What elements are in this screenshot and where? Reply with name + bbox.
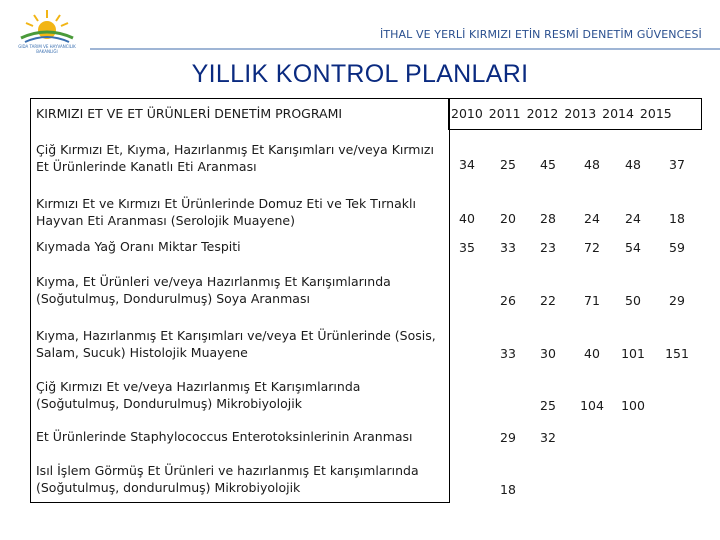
table-cell: 24 <box>625 211 641 226</box>
table-cell: 24 <box>584 211 600 226</box>
row-label <box>36 428 413 445</box>
table-cell: 33 <box>500 346 516 361</box>
row-label <box>36 273 391 307</box>
years-header: 2010 2011 2012 2013 2014 2015 <box>451 106 672 121</box>
page-title: YILLIK KONTROL PLANLARI <box>191 60 529 88</box>
program-label: KIRMIZI ET VE ET ÜRÜNLERİ DENETİM PROGRAMI <box>36 106 343 121</box>
table-cell: 30 <box>540 346 556 361</box>
table-cell: 101 <box>621 346 645 361</box>
table-cell: 25 <box>500 157 516 172</box>
table-cell: 72 <box>584 240 600 255</box>
logo-text-2: BAKANLIĞI <box>36 49 58 54</box>
table-cell: 18 <box>669 211 685 226</box>
row-label-line2: Hayvan Eti Aranması (Serolojik Muayene) <box>36 213 295 228</box>
table-cell: 50 <box>625 293 641 308</box>
table-cell: 40 <box>459 211 475 226</box>
table-cell: 48 <box>625 157 641 172</box>
table-cell: 33 <box>500 240 516 255</box>
table-cell: 100 <box>621 398 645 413</box>
table-cell: 40 <box>584 346 600 361</box>
row-label <box>36 462 419 496</box>
row-label-line2: (Soğutulmuş, Dondurulmuş) Soya Aranması <box>36 291 310 306</box>
table-cell: 37 <box>669 157 685 172</box>
table-cell: 22 <box>540 293 556 308</box>
row-label-line1: Kıyma, Hazırlanmış Et Karışımları ve/veya Et Ürünlerinde (Sosis, <box>36 328 436 343</box>
header-title: İTHAL VE YERLİ KIRMIZI ETİN RESMİ DENETİM GÜVENCESİ <box>380 28 702 41</box>
table-cell: 45 <box>540 157 556 172</box>
table-cell: 25 <box>540 398 556 413</box>
table-cell: 34 <box>459 157 475 172</box>
table-cell: 35 <box>459 240 475 255</box>
table-cell: 29 <box>669 293 685 308</box>
table-cell: 29 <box>500 430 516 445</box>
row-label <box>36 141 434 175</box>
table-cell: 20 <box>500 211 516 226</box>
table-cell: 54 <box>625 240 641 255</box>
row-label-line1: Çiğ Kırmızı Et ve/veya Hazırlanmış Et Karışımlarında <box>36 379 361 394</box>
table-cell: 151 <box>665 346 689 361</box>
row-label <box>36 378 360 412</box>
row-label-line1: Isıl İşlem Görmüş Et Ürünleri ve hazırlanmış Et karışımlarında <box>36 463 419 478</box>
table-cell: 59 <box>669 240 685 255</box>
table-cell: 104 <box>580 398 604 413</box>
row-label-line2: (Soğutulmuş, Dondurulmuş) Mikrobiyolojik <box>36 396 302 411</box>
logo-text-1: GIDA TARIM VE HAYVANCILIK <box>18 44 76 49</box>
table-cell: 32 <box>540 430 556 445</box>
ministry-logo <box>4 6 90 62</box>
table-cell: 28 <box>540 211 556 226</box>
header-divider <box>90 48 720 50</box>
row-label-line2: Et Ürünlerinde Kanatlı Eti Aranması <box>36 159 257 174</box>
row-label-line2: Salam, Sucuk) Histolojik Muayene <box>36 345 248 360</box>
row-label-line1: Kıymada Yağ Oranı Miktar Tespiti <box>36 239 241 254</box>
table-cell: 18 <box>500 482 516 497</box>
row-label-line2: (Soğutulmuş, dondurulmuş) Mikrobiyolojik <box>36 480 301 495</box>
row-label <box>36 195 416 229</box>
row-label-line1: Kıyma, Et Ürünleri ve/veya Hazırlanmış Et Karışımlarında <box>36 274 391 289</box>
table-cell: 26 <box>500 293 516 308</box>
sun-wheat-logo-icon <box>17 6 77 44</box>
row-label-line1: Çiğ Kırmızı Et, Kıyma, Hazırlanmış Et Karışımları ve/veya Kırmızı <box>36 142 434 157</box>
table-cell: 71 <box>584 293 600 308</box>
row-label <box>36 327 436 361</box>
row-label-line1: Et Ürünlerinde Staphylococcus Enterotoksinlerinin Aranması <box>36 429 413 444</box>
row-label-line1: Kırmızı Et ve Kırmızı Et Ürünlerinde Domuz Eti ve Tek Tırnaklı <box>36 196 416 211</box>
row-label <box>36 238 241 255</box>
table-cell: 23 <box>540 240 556 255</box>
table-cell: 48 <box>584 157 600 172</box>
